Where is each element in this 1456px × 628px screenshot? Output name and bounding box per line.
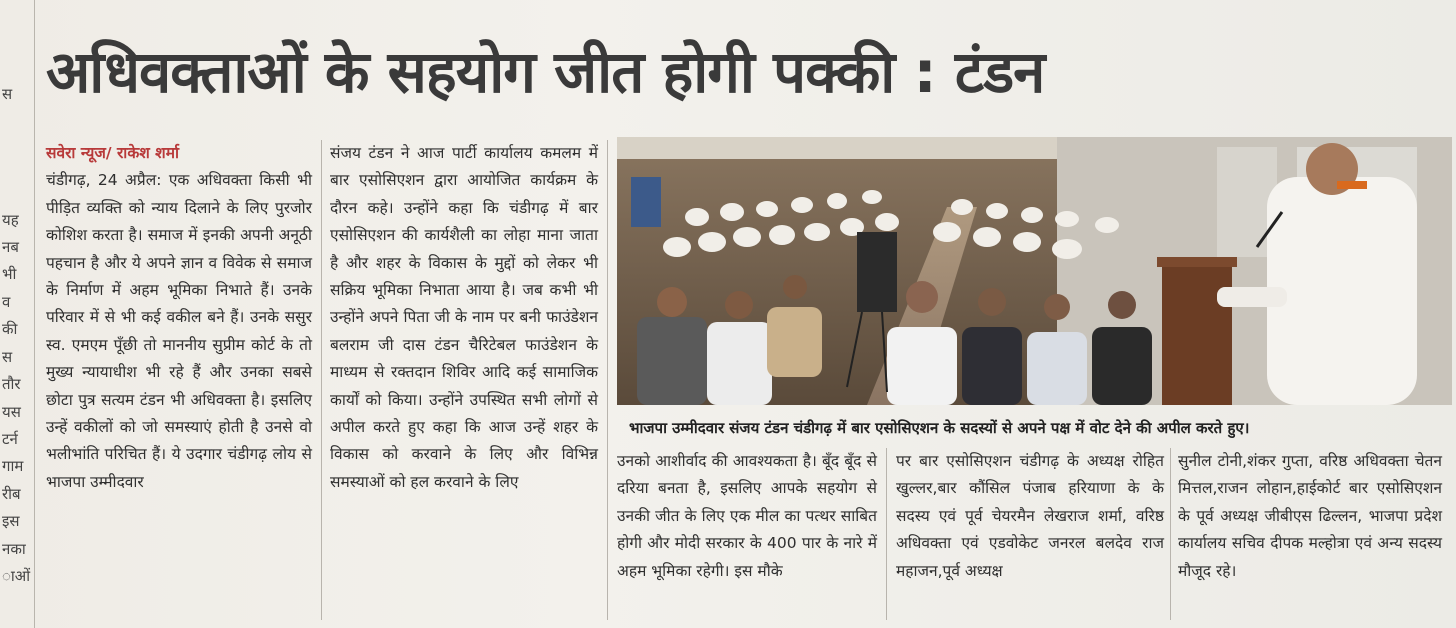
article-headline: अधिवक्ताओं के सहयोग जीत होगी पक्की : टंडन [46,38,1045,106]
article-column-1 [46,140,312,496]
column-divider [321,140,322,620]
column-3-text: उनको आशीर्वाद की आवश्यकता है। बूँद बूँद से दरिया बनता है, इसलिए आपके सहयोग से उनकी जीत के लिए एक मील का पत्थर साबित होगी और मोदी सरकार के 400 पार के नारे में अहम भूमिका रहेगी। इस मौके [617,452,877,580]
edge-text: व [2,293,11,311]
edge-text: नब [2,238,19,256]
photo-caption: भाजपा उम्मीदवार संजय टंडन चंडीगढ़ में बार एसोसिएशन के सदस्यों से अपने पक्ष में वोट देने की अपील करते हुए। [629,419,1250,437]
edge-text: यस [2,403,21,421]
edge-text: की [2,320,18,338]
edge-text: ाओं [2,567,31,585]
column-2-text: संजय टंडन ने आज पार्टी कार्यालय कमलम में बार एसोसिएशन द्वारा आयोजित कार्यक्रम के दौरन कहे। उन्होंने कहा कि चंडीगढ़ में बार एसोसिएशन की कार्यशैली का लोहा माना जाता है और शहर के विकास के मुद्दों को लेकर भी सक्रिय भूमिका निभाता आया है। जब कभी भी उन्होंने अपने पिता जी के नाम पर बनी फाउंडेशन बलराम जी दास टंडन चैरिटेबल फाउंडेशन के माध्यम से रक्तदान शिविर आदि कई सामाजिक कार्यों को किया। उन्होंने उपस्थित सभी लोगों से अपील करते हुए कहा कि आज उन्हें शहर के विकास को करवाने के लिए और विभिन्न समस्याओं को हल करवाने के लिए [330,144,598,491]
column-4-text: पर बार एसोसिएशन चंडीगढ़ के अध्यक्ष रोहित खुल्लर,बार कौंसिल पंजाब हरियाणा के के सदस्य एवं पूर्व चेयरमैन लेखराज शर्मा, वरिष्ठ अधिवक्ता एवं एडवोकेट जनरल बलदेव राज महाजन,पूर्व अध्यक्ष [896,452,1164,580]
edge-text: यह [2,211,19,229]
edge-text: गाम [2,457,24,475]
column-1-text: चंडीगढ़, 24 अप्रैल: एक अधिवक्ता किसी भी पीड़ित व्यक्ति को न्याय दिलाने के लिए पुरजोर कोशिश करता है। समाज में इनकी अपनी अनूठी पहचान है और ये अपने ज्ञान व विवेक से समाज के निर्माण में अहम भूमिका निभाते हैं। उनके परिवार में से भी कई वकील बने हैं। उनके ससुर स्व. एमएम पूँछी तो माननीय सुप्रीम कोर्ट के तो मुख्य न्यायाधीश भी रहे हैं और उनका सबसे छोटा पुत्र सत्यम टंडन भी अधिवक्ता है। इसलिए उन्हें वकीलों को जो समस्याएं होती है उनसे वो भलीभांति परिचित हैं। ये उदगार चंडीगढ़ लोय से भाजपा उम्मीदवार [46,171,312,491]
edge-text: भी [2,265,17,283]
edge-text: टर्न [2,430,18,448]
edge-text: रीब [2,485,21,503]
edge-text: नका [2,540,26,558]
article-column-5 [1178,448,1442,585]
article-column-2 [330,140,598,496]
event-photo [617,137,1452,405]
edge-text: स [2,85,13,103]
article-column-3 [617,448,877,585]
edge-text: तौर [2,375,21,393]
edge-text: स [2,348,13,366]
column-divider [1170,448,1171,620]
edge-text: इस [2,512,20,530]
adjacent-column-fragment [0,0,35,628]
column-divider [607,140,608,620]
column-5-text: सुनील टोनी,शंकर गुप्ता, वरिष्ठ अधिवक्ता चेतन मित्तल,राजन लोहान,हाईकोर्ट बार एसोसिएशन के पूर्व अध्यक्ष जीबीएस ढिल्लन, भाजपा प्रदेश कार्यालय सचिव दीपक मल्होत्रा एवं अन्य सदस्य मौजूद रहे। [1178,452,1442,580]
article-column-4 [896,448,1164,585]
byline: सवेरा न्यूज/ राकेश शर्मा [46,144,179,162]
audience-photo-illustration [617,137,1452,405]
column-divider [886,448,887,620]
